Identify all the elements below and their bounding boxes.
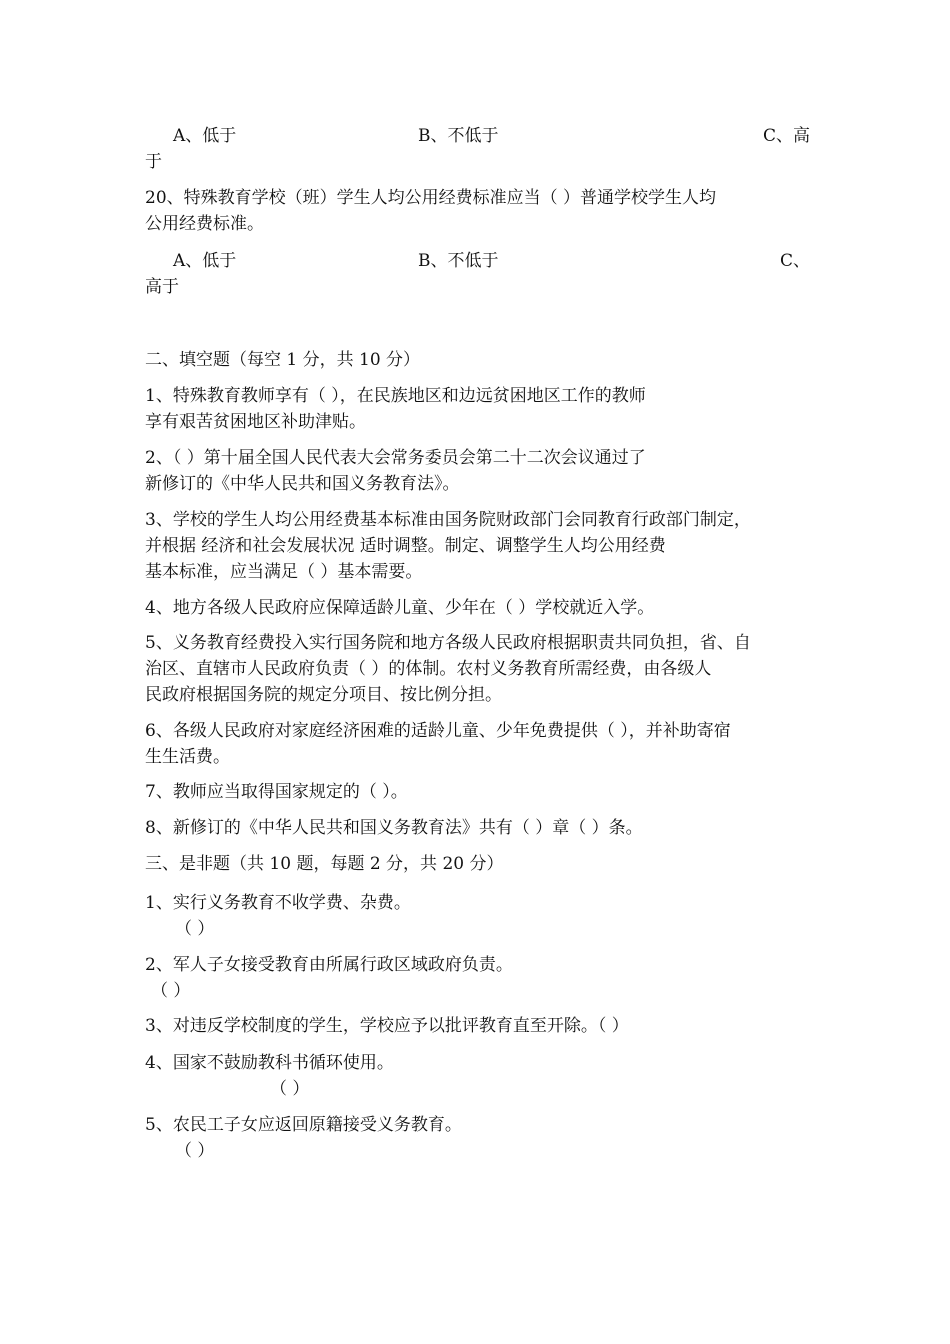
q19-option-a: A、低于 <box>173 126 237 146</box>
q20-options <box>145 248 810 300</box>
q19-option-c: C、高 <box>762 126 810 146</box>
fill-item-1: 1、特殊教育教师享有（ ），在民族地区和边远贫困地区工作的教师 享有艰苦贫困地区补助津贴。 <box>145 386 646 432</box>
fill-item-5: 5、义务教育经费投入实行国务院和地方各级人民政府根据职责共同负担，省、自 治区、直辖市人民政府负责（ ）的体制。农村义务教育所需经费，由各级人 民政府根据国务院的规定分项目、按比例分担。 <box>145 633 751 705</box>
tf-item-2: 2、军人子女接受教育由所属行政区域政府负责。 （ ） <box>145 952 810 1004</box>
q20-question <box>145 185 810 237</box>
tf-item-4: 4、国家不鼓励教科书循环使用。 （ ） <box>145 1050 810 1102</box>
tf-answer-paren: （ ） <box>270 1079 310 1099</box>
q20-option-b: B、不低于 <box>418 251 499 271</box>
q20-option-c: C、 <box>779 251 810 271</box>
q19-options <box>145 123 810 175</box>
q20-line1: 20、特殊教育学校（班）学生人均公用经费标准应当（ ）普通学校学生人均 <box>145 188 717 208</box>
q20-option-a: A、低于 <box>173 251 237 271</box>
q20-option-c-wrap: 高于 <box>145 277 179 297</box>
fill-item-7: 7、教师应当取得国家规定的（ ）。 <box>145 782 408 802</box>
fill-item-6: 6、各级人民政府对家庭经济困难的适龄儿童、少年免费提供（ ），并补助寄宿 生生活费。 <box>145 721 731 767</box>
fill-item-8: 8、新修订的《中华人民共和国义务教育法》共有（ ）章（ ）条。 <box>145 818 643 838</box>
fill-item-3: 3、学校的学生人均公用经费基本标准由国务院财政部门会同教育行政部门制定， 并根据 经济和社会发展状况 适时调整。制定、调整学生人均公用经费 基本标准，应当满足（ ）基本需要。 <box>145 510 751 582</box>
tf-item-5: 5、农民工子女应返回原籍接受义务教育。 （ ） <box>145 1112 810 1164</box>
section2-heading: 二、填空题（每空 1 分，共 10 分） <box>145 350 421 370</box>
fill-item-2: 2、（ ）第十届全国人民代表大会常务委员会第二十二次会议通过了 新修订的《中华人民共和国义务教育法》。 <box>145 448 646 494</box>
tf-item-1: 1、实行义务教育不收学费、杂费。 （ ） <box>145 890 810 942</box>
q19-option-c-wrap: 于 <box>145 152 162 172</box>
tf-answer-paren: （ ） <box>151 981 191 1001</box>
tf-item-3: 3、对违反学校制度的学生，学校应予以批评教育直至开除。（ ） <box>145 1016 629 1036</box>
tf-answer-paren: （ ） <box>175 919 215 939</box>
tf-answer-paren: （ ） <box>175 1141 215 1161</box>
q20-line2: 公用经费标准。 <box>145 214 264 234</box>
fill-item-4: 4、地方各级人民政府应保障适龄儿童、少年在（ ）学校就近入学。 <box>145 598 655 618</box>
section3-heading: 三、是非题（共 10 题，每题 2 分，共 20 分） <box>145 854 504 874</box>
q19-option-b: B、不低于 <box>418 126 499 146</box>
